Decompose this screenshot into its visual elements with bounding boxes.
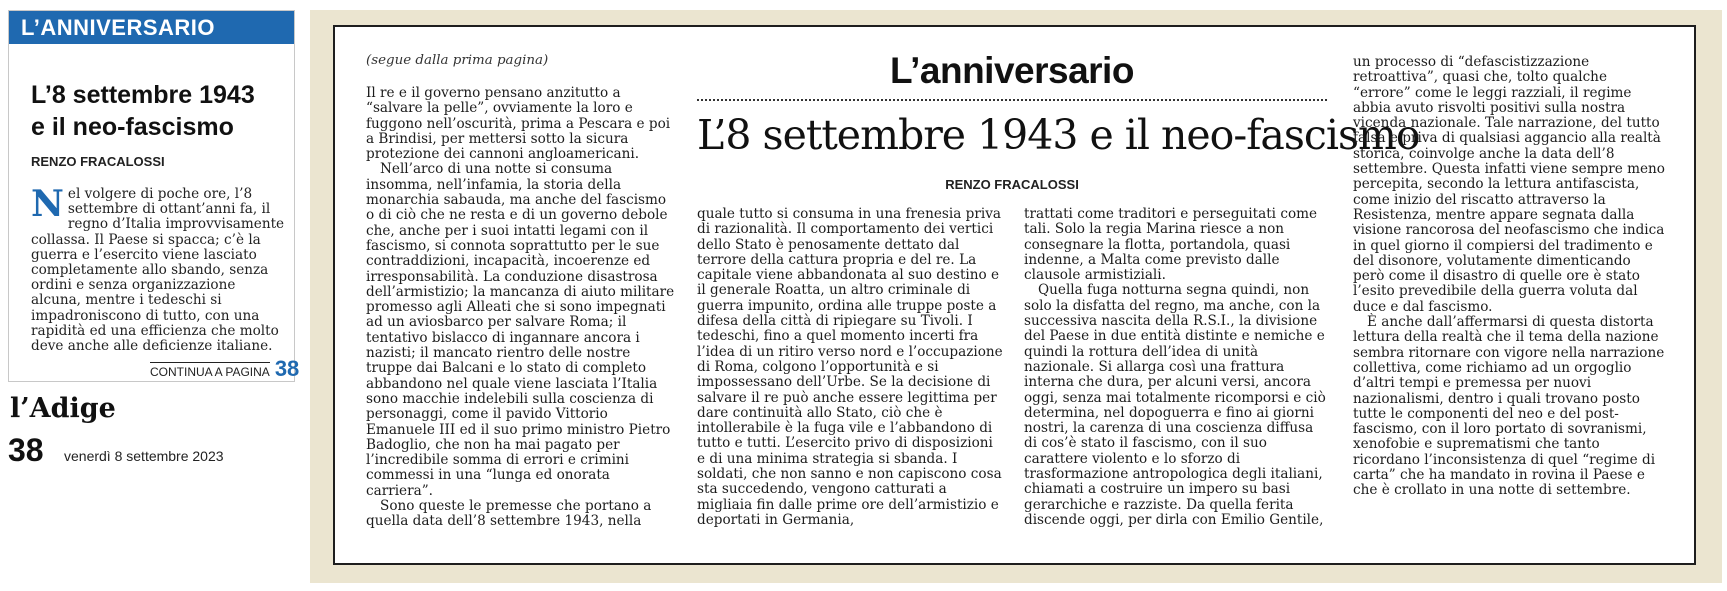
paragraph: Sono queste le premesse che portano a quella data dell’8 settembre 1943, nella xyxy=(366,498,652,530)
teaser-dropcap: N xyxy=(31,183,64,225)
continue-page-number: 38 xyxy=(274,356,300,381)
article-column-3 xyxy=(1024,207,1330,528)
article-byline: RENZO FRACALOSSI xyxy=(945,177,1079,192)
article-headline: L’8 settembre 1943 e il neo-fascismo xyxy=(697,111,1420,159)
continue-label: CONTINUA A PAGINA xyxy=(150,362,270,379)
teaser-title xyxy=(31,79,289,143)
page-date: venerdì 8 settembre 2023 xyxy=(64,448,224,464)
continue-link[interactable] xyxy=(150,356,299,382)
teaser-author: RENZO FRACALOSSI xyxy=(31,154,165,169)
teaser-box xyxy=(8,10,295,382)
teaser-body-text: el volgere di poche ore, l’8 settembre di ottant’anni fa, il regno d’Italia improvvisamente collassa. Il Paese si spacca; c’è la guerra e l’esercito viene lasciato completamente allo sbando, senza ordini e senza organizzazione alcuna, mentre i tedeschi si impadroniscono di tutto, con una rapidità ed una efficienza che molto deve anche alle deficienze italiane. xyxy=(31,186,285,355)
paragraph: Quella fuga notturna segna quindi, non solo la disfatta del regno, ma anche, con la successiva nascita della R.S.I., la divisione del Paese in due entità distinte e nemiche e quindi la rottura dell’idea di unità nazionale. Si allarga così una frattura interna che dura, per alcuni versi, ancora oggi, senza mai totalmente ricomporsi e ciò determina, nel dopoguerra e fino ai giorni nostri, la carenza di una coscienza diffusa di cos’è stato il fascismo, con il suo carattere violento e lo sforzo di trasformazione antropologica degli italiani, chiamati a costruire un impero su basi gerarchiche e razziste. Da quella ferita discende oggi, per dirla con Emilio Gentile, xyxy=(1024,282,1326,528)
teaser-title-line1: L’8 settembre 1943 xyxy=(31,81,255,109)
page-number: 38 xyxy=(8,432,44,468)
teaser-title-line2: e il neo-fascismo xyxy=(31,113,234,141)
paragraph: È anche dall’affermarsi di questa distorta lettura della realtà che il tema della nazione sembra ritornare con vigore nella narrazione collettiva, come richiamo ad un orgoglio d’altri tempi e premessa per nuovi nazionalismi, dentro i quali trovano posto tutte le componenti del neo e del post-fascismo, con il loro portato di sovranismi, xenofobie e suprematismi che tanto ricordano l’inconsistenza di quel “regime di carta” che ha mandato in rovina il Paese e che è crollato in una notte di settembre. xyxy=(1353,314,1665,499)
article-column-4 xyxy=(1353,55,1665,499)
paragraph: trattati come traditori e perseguitati come tali. Solo la regia Marina riesce a non consegnare la flotta, portandola, quasi indenne, a Malta come previsto dalle clausole armistiziali. xyxy=(1024,206,1318,284)
article-column-1 xyxy=(366,86,676,530)
segue-note: (segue dalla prima pagina) xyxy=(366,53,549,68)
paragraph: Il re e il governo pensano anzitutto a “salvare la pelle”, ovviamente la loro e fuggono nell’oscurità, prima a Pescara e poi a Brindisi, per mettersi sotto la sicura protezione dei cannoni angloamericani. xyxy=(366,85,671,163)
paragraph: quale tutto si consuma in una frenesia priva di razionalità. Il comportamento dei vertici dello Stato è penosamente dettato dal terrore della cattura propria e del re. La capitale viene abbandonata al suo destino e il generale Roatta, un altro criminale di guerra impunito, ordina alle truppe poste a difesa della città di ripiegare su Tivoli. I tedeschi, fino a quel momento incerti fra l’idea di un ritiro verso nord e l’occupazione di Roma, colgono l’opportunità e si impossessano dell’Urbe. Se la decisione di salvare il re può anche essere legittima per dare continuità allo Stato, ciò che è intollerabile è la fuga vile e l’abbandono di tutto e tutti. L’esercito privo di disposizioni e di una minima strategia si sbanda. I soldati, che non sanno e non capiscono cosa sta succedendo, vengono catturati a migliaia fin dalle prime ore dell’armistizio e deportati in Germania, xyxy=(697,206,1003,528)
newspaper-masthead: l’Adige xyxy=(10,393,116,424)
paragraph: un processo di “defascistizzazione retroattiva”, quasi che, tolto qualche “errore” come le leggi razziali, il regime abbia avuto risvolti positivi sulla nostra vicenda nazionale. Tale narrazione, del tutto falsa e priva di qualsiasi aggancio alla realtà storica, coinvolge anche la data dell’8 settembre. Questa infatti viene sempre meno percepita, secondo la lettura antifascista, come inizio del riscatto attraverso la Resistenza, mentre appare segnata dalla visione rancorosa del neofascismo che indica in quel giorno il compiersi del tradimento e del disonore, volutamente dimenticando però come il disastro di quelle ore è stato l’esito prevedibile della guerra voluta dal duce e dal fascismo. xyxy=(1353,54,1665,315)
article-column-2 xyxy=(697,207,1003,528)
dotted-divider xyxy=(697,99,1327,101)
section-title: L’anniversario xyxy=(890,50,1134,91)
paragraph: Nell’arco di una notte si consuma insomma, nell’infamia, la storia della monarchia sabauda, ma anche del fascismo o di ciò che ne resta e di un governo debole che, anche per i suoi intatti legami con il fascismo, si connota soprattutto per le sue contraddizioni, incapacità, incoerenze ed irresponsabilità. La conduzione disastrosa dell’armistizio; la mancanza di aiuto militare promesso agli Alleati che si sono impegnati ad un aviosbarco per salvare Roma; il tentativo bislacco di ingannare ancora i nazisti; il mancato rientro delle nostre truppe dai Balcani e lo stato di completo abbandono nel quale viene lasciata l’Italia sono macchie indelebili sulla coscienza di personaggi, come il pavido Vittorio Emanuele III ed il suo primo ministro Pietro Badoglio, che non ha mai pagato per l’incredibile somma di errori e crimini commessi in una “lunga ed onorata carriera”. xyxy=(366,161,675,499)
teaser-body xyxy=(31,183,289,355)
teaser-section-label: L’ANNIVERSARIO xyxy=(9,11,294,44)
